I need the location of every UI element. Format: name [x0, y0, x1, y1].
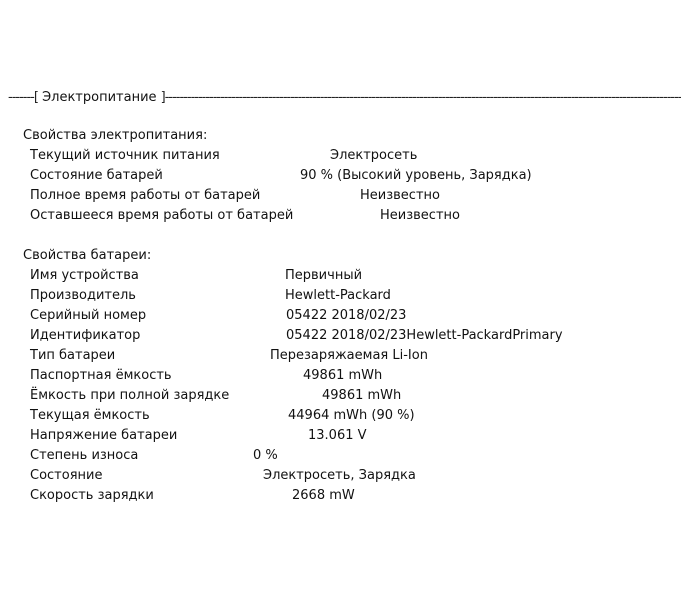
battery-row-status	[30, 466, 595, 486]
row-value: 05422 2018/02/23Hewlett-PackardPrimary	[286, 328, 563, 343]
battery-row-type	[30, 346, 595, 366]
row-value: 0 %	[253, 448, 278, 463]
battery-row-identifier	[30, 326, 595, 346]
row-label: Имя устройства	[30, 268, 139, 283]
power-row-remaining-time	[30, 206, 595, 226]
row-value: 49861 mWh	[322, 388, 402, 403]
row-label: Идентификатор	[30, 328, 141, 343]
power-row-battery-state	[30, 166, 595, 186]
battery-row-current-capacity	[30, 406, 595, 426]
row-value: 49861 mWh	[303, 368, 383, 383]
battery-row-manufacturer	[30, 286, 595, 306]
header-right-dashes: ]--------------------------------------------------------------------------------------------------------------------------------------------	[160, 90, 681, 105]
power-properties-title: Свойства электропитания:	[23, 128, 208, 143]
row-label: Состояние батарей	[30, 168, 163, 183]
row-label: Степень износа	[30, 448, 139, 463]
row-label: Напряжение батареи	[30, 428, 178, 443]
row-value: 44964 mWh (90 %)	[288, 408, 415, 423]
row-value: Электросеть	[330, 148, 418, 163]
battery-row-serial	[30, 306, 595, 326]
power-row-full-time	[30, 186, 595, 206]
row-label: Серийный номер	[30, 308, 147, 323]
row-label: Паспортная ёмкость	[30, 368, 172, 383]
row-value: Hewlett-Packard	[285, 288, 391, 303]
row-label: Оставшееся время работы от батарей	[30, 208, 294, 223]
row-label: Скорость зарядки	[30, 488, 154, 503]
row-value: Неизвестно	[380, 208, 460, 223]
battery-row-charge-rate	[30, 486, 595, 506]
row-value: Электросеть, Зарядка	[263, 468, 416, 483]
row-label: Текущий источник питания	[30, 148, 220, 163]
row-label: Тип батареи	[30, 348, 116, 363]
row-label: Полное время работы от батарей	[30, 188, 261, 203]
section-header	[8, 89, 681, 107]
header-left-dashes: -------[	[8, 90, 38, 105]
row-label: Состояние	[30, 468, 103, 483]
header-title: Электропитание	[42, 90, 157, 105]
battery-properties-title: Свойства батареи:	[23, 248, 152, 263]
row-value: Первичный	[285, 268, 363, 283]
battery-row-device-name	[30, 266, 595, 286]
battery-row-wear-level	[30, 446, 595, 466]
row-value: 2668 mW	[292, 488, 355, 503]
row-label: Производитель	[30, 288, 136, 303]
power-row-source	[30, 146, 595, 166]
row-value: 13.061 V	[308, 428, 367, 443]
row-value: 05422 2018/02/23	[286, 308, 407, 323]
row-value: 90 % (Высокий уровень, Зарядка)	[300, 168, 532, 183]
battery-row-full-charge-capacity	[30, 386, 595, 406]
row-value: Перезаряжаемая Li-Ion	[270, 348, 428, 363]
row-value: Неизвестно	[360, 188, 440, 203]
battery-row-voltage	[30, 426, 595, 446]
row-label: Ёмкость при полной зарядке	[30, 388, 230, 403]
row-label: Текущая ёмкость	[30, 408, 150, 423]
battery-row-design-capacity	[30, 366, 595, 386]
